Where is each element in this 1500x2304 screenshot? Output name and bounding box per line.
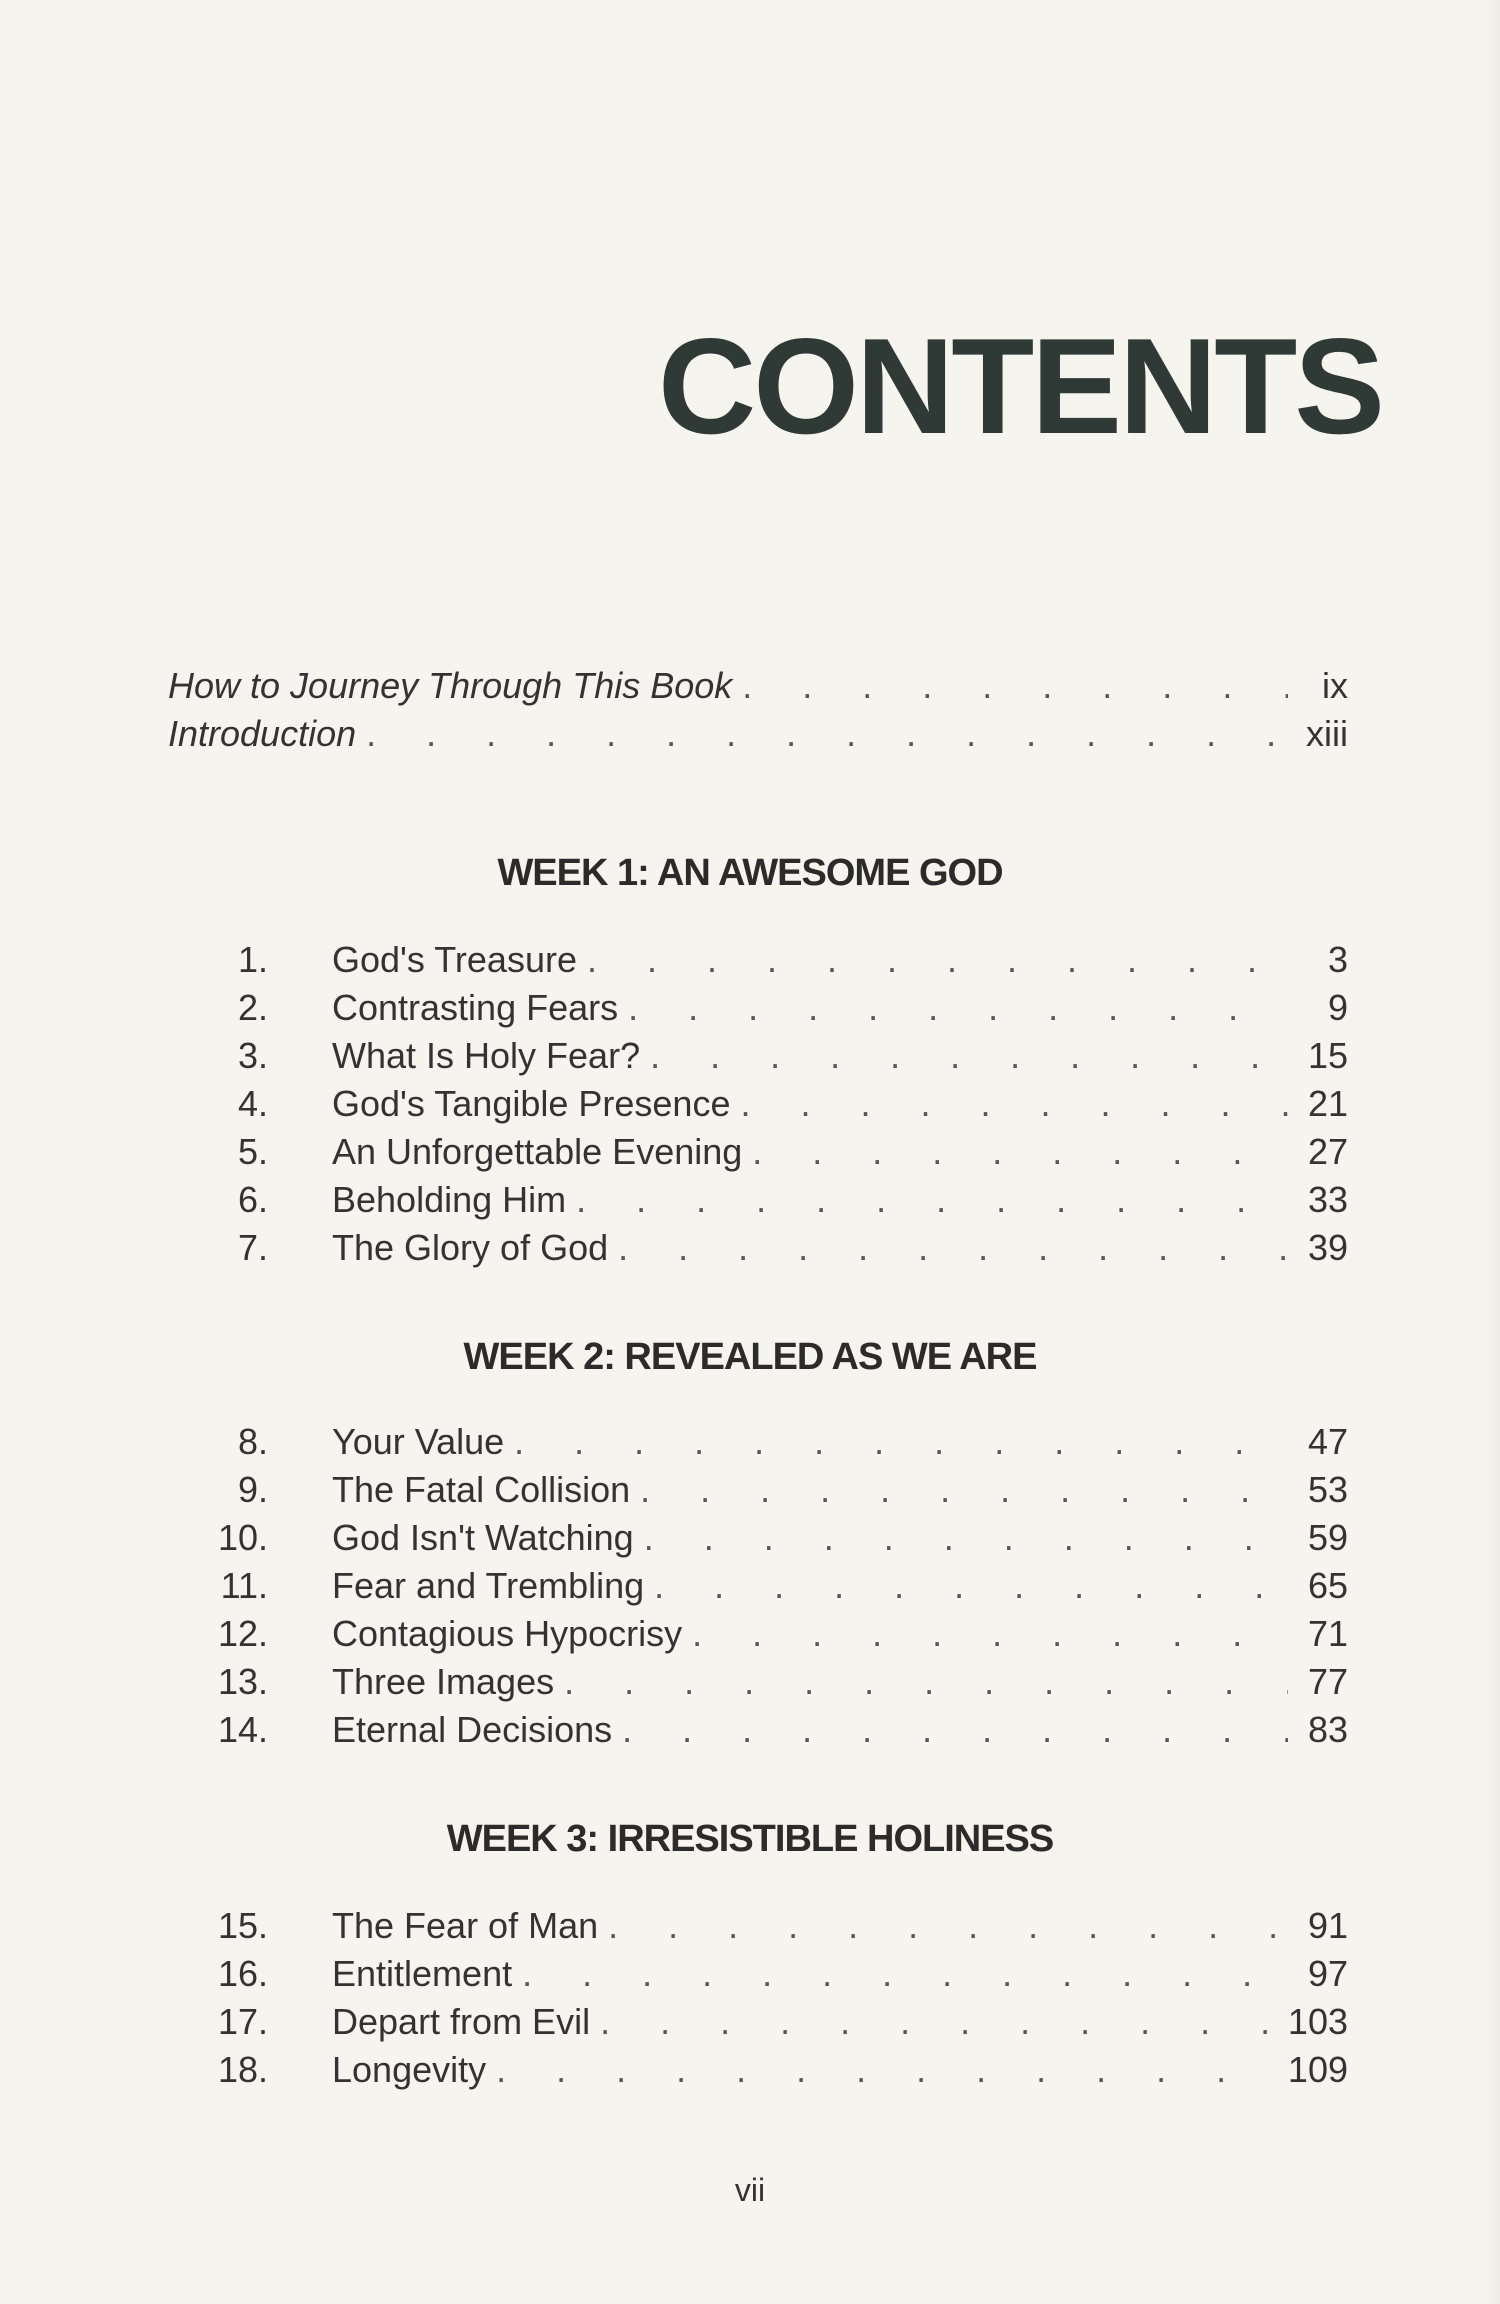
- dot-leader: [564, 1658, 1288, 1706]
- dot-leader: [600, 1998, 1278, 2046]
- chapter-entry: [168, 1032, 1348, 1080]
- chapter-title: Longevity: [332, 2049, 487, 2090]
- chapter-number: 3.: [237, 1035, 268, 1076]
- chapter-entry: [168, 1706, 1348, 1754]
- chapter-page: 77: [1307, 1661, 1348, 1702]
- chapter-page: 109: [1287, 2049, 1348, 2090]
- chapter-page: 47: [1307, 1421, 1348, 1462]
- dot-leader: [618, 1224, 1288, 1272]
- chapter-entry: [168, 1418, 1348, 1466]
- chapter-number: 5.: [237, 1131, 268, 1172]
- dot-leader: [742, 662, 1288, 710]
- toc-entry-page: ix: [1322, 665, 1348, 706]
- dot-leader: [514, 1418, 1288, 1466]
- chapter-entry: [168, 1080, 1348, 1128]
- chapter-entry: [168, 1658, 1348, 1706]
- chapter-number: 17.: [217, 2001, 268, 2042]
- chapter-page: 59: [1307, 1517, 1348, 1558]
- chapter-title: Contagious Hypocrisy: [332, 1613, 683, 1654]
- chapter-entry: [168, 1998, 1348, 2046]
- chapter-number: 14.: [217, 1709, 268, 1750]
- chapter-entry: [168, 984, 1348, 1032]
- chapter-title: Three Images: [332, 1661, 555, 1702]
- chapter-number: 2.: [237, 987, 268, 1028]
- chapter-entry: [168, 1950, 1348, 1998]
- week-2-heading: WEEK 2: REVEALED AS WE ARE: [463, 1336, 1037, 1378]
- chapter-number: 8.: [237, 1421, 268, 1462]
- chapter-number: 4.: [237, 1083, 268, 1124]
- chapter-page: 97: [1307, 1953, 1348, 1994]
- toc-entry-page: xiii: [1306, 713, 1348, 754]
- chapter-page: 3: [1327, 939, 1348, 980]
- chapter-page: 91: [1307, 1905, 1348, 1946]
- chapter-number: 10.: [217, 1517, 268, 1558]
- chapter-title: Eternal Decisions: [332, 1709, 613, 1750]
- dot-leader: [752, 1128, 1288, 1176]
- chapter-title: God's Tangible Presence: [332, 1083, 731, 1124]
- dot-leader: [654, 1562, 1288, 1610]
- toc-entry-introduction: [168, 710, 1348, 758]
- dot-leader: [622, 1706, 1288, 1754]
- chapter-entry: [168, 1562, 1348, 1610]
- chapter-title: God Isn't Watching: [332, 1517, 634, 1558]
- page-title: CONTENTS: [658, 310, 1382, 462]
- chapter-number: 9.: [237, 1469, 268, 1510]
- chapter-entry: [168, 1176, 1348, 1224]
- chapter-title: Depart from Evil: [332, 2001, 591, 2042]
- chapter-page: 27: [1307, 1131, 1348, 1172]
- chapter-title: The Glory of God: [332, 1227, 609, 1268]
- dot-leader: [608, 1902, 1288, 1950]
- dot-leader: [522, 1950, 1288, 1998]
- chapter-page: 65: [1307, 1565, 1348, 1606]
- chapter-page: 15: [1307, 1035, 1348, 1076]
- chapter-number: 15.: [217, 1905, 268, 1946]
- dot-leader: [692, 1610, 1288, 1658]
- dot-leader: [366, 710, 1288, 758]
- chapter-title: The Fear of Man: [332, 1905, 599, 1946]
- toc-entry-label: Introduction: [168, 713, 357, 754]
- chapter-entry: [168, 1610, 1348, 1658]
- chapter-number: 11.: [220, 1565, 268, 1606]
- chapter-page: 103: [1287, 2001, 1348, 2042]
- chapter-title: Your Value: [332, 1421, 505, 1462]
- page-number: vii: [734, 2172, 766, 2208]
- chapter-number: 1.: [237, 939, 268, 980]
- chapter-number: 13.: [217, 1661, 268, 1702]
- chapter-page: 83: [1307, 1709, 1348, 1750]
- dot-leader: [496, 2046, 1278, 2094]
- chapter-page: 9: [1327, 987, 1348, 1028]
- chapter-page: 33: [1307, 1179, 1348, 1220]
- chapter-title: What Is Holy Fear?: [332, 1035, 641, 1076]
- chapter-page: 21: [1307, 1083, 1348, 1124]
- toc-entry-label: How to Journey Through This Book: [168, 665, 733, 706]
- page-edge-shadow: [1486, 0, 1500, 2304]
- dot-leader: [640, 1466, 1288, 1514]
- chapter-number: 12.: [217, 1613, 268, 1654]
- chapter-title: An Unforgettable Evening: [332, 1131, 743, 1172]
- chapter-entry: [168, 936, 1348, 984]
- chapter-number: 6.: [237, 1179, 268, 1220]
- chapter-entry: [168, 1224, 1348, 1272]
- dot-leader: [740, 1080, 1288, 1128]
- dot-leader: [644, 1514, 1288, 1562]
- chapter-title: Entitlement: [332, 1953, 513, 1994]
- chapter-title: Beholding Him: [332, 1179, 567, 1220]
- chapter-title: God's Treasure: [332, 939, 577, 980]
- chapter-page: 53: [1307, 1469, 1348, 1510]
- chapter-entry: [168, 1466, 1348, 1514]
- chapter-title: Fear and Trembling: [332, 1565, 645, 1606]
- chapter-title: The Fatal Collision: [332, 1469, 631, 1510]
- chapter-entry: [168, 1514, 1348, 1562]
- chapter-entry: [168, 1902, 1348, 1950]
- chapter-number: 7.: [237, 1227, 268, 1268]
- toc-entry-how-to-journey: [168, 662, 1348, 710]
- chapter-number: 16.: [217, 1953, 268, 1994]
- dot-leader: [650, 1032, 1288, 1080]
- chapter-page: 71: [1307, 1613, 1348, 1654]
- chapter-entry: [168, 2046, 1348, 2094]
- chapter-title: Contrasting Fears: [332, 987, 619, 1028]
- week-1-heading: WEEK 1: AN AWESOME GOD: [497, 852, 1003, 894]
- chapter-page: 39: [1307, 1227, 1348, 1268]
- chapter-entry: [168, 1128, 1348, 1176]
- dot-leader: [628, 984, 1288, 1032]
- dot-leader: [587, 936, 1288, 984]
- chapter-number: 18.: [217, 2049, 268, 2090]
- week-3-heading: WEEK 3: IRRESISTIBLE HOLINESS: [446, 1818, 1054, 1860]
- dot-leader: [576, 1176, 1288, 1224]
